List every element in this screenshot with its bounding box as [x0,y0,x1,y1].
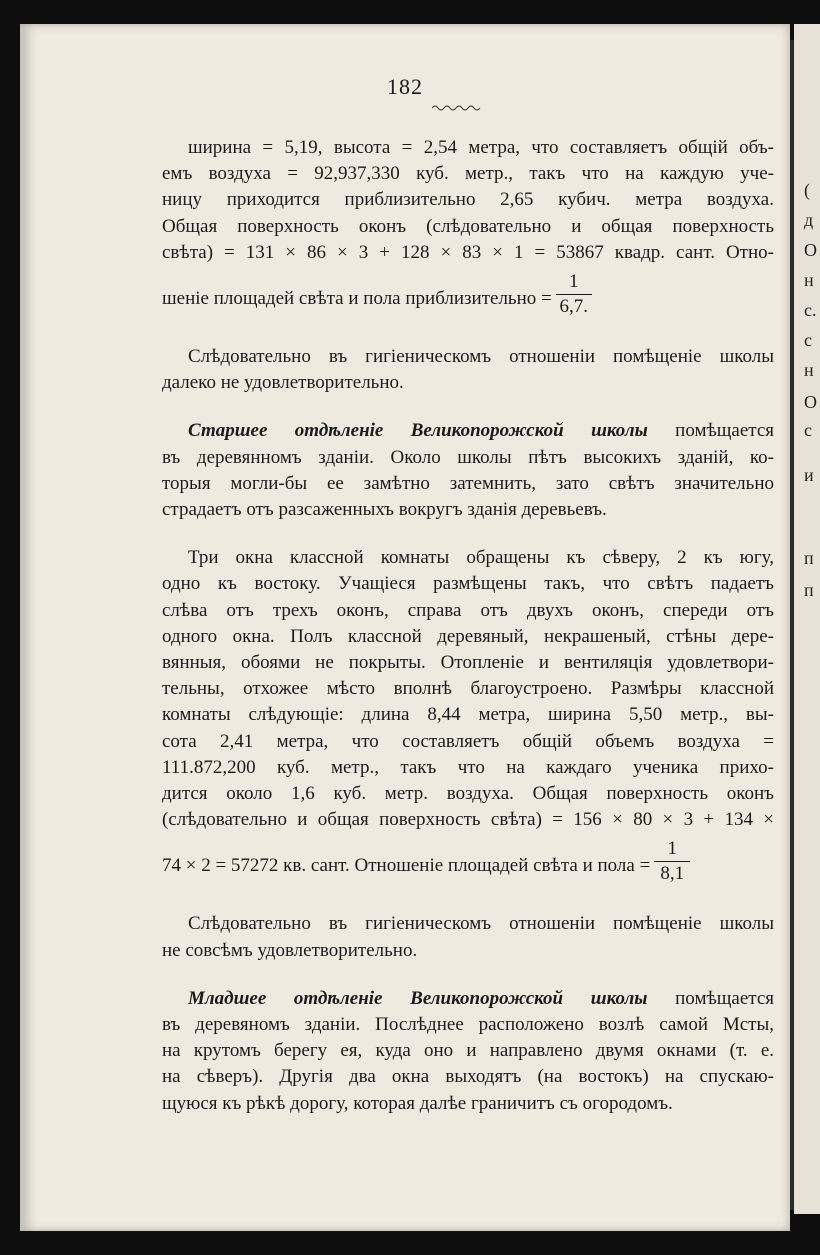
text-line [188,986,774,1012]
book-page [20,24,790,1231]
adjacent-page-letter: н [804,270,814,290]
text-line: Общая поверхность оконъ (слѣдовательно и общая поверхность [162,215,774,237]
text-line: одного окна. Полъ классной деревяный, некрашеный, стѣны дере- [162,625,774,647]
fraction-denominator: 8,1 [660,863,685,885]
fraction-numerator: 1 [568,271,579,292]
text-line: сота 2,41 метра, что составляетъ общій объемъ воздуха = [162,730,774,752]
text-line-rest: помѣщается [647,420,774,442]
text-line: ширина = 5,19, высота = 2,54 метра, что составляетъ общій объ- [188,137,774,158]
text-line: дится около 1,6 куб. метр. воздуха. Общая поверхность оконъ [162,783,774,804]
adjacent-page-letter: с. [804,300,817,320]
fraction-numerator: 1 [667,838,678,860]
adjacent-page-letter: О [804,392,817,412]
text-line: 111.872,200 куб. метр., такъ что на каждаго ученика прихо- [162,756,774,778]
text-line: Слѣдовательно въ гигіеническомъ отношеніи помѣщеніе школы [188,913,774,935]
text-line: на крутомъ берегу ея, куда оно и направлено двумя окнами (т. е. [162,1040,774,1062]
adjacent-page-letter: ( [804,180,810,200]
adjacent-page-letter: О [804,240,817,260]
fraction [654,837,690,886]
text-line: торыя могли-бы ее замѣтно затемнить, зато свѣтъ значительно [162,472,774,494]
text-line: одно къ востоку. Учащіеся размѣщены такъ, что свѣтъ падаетъ [162,573,774,595]
adjacent-page-letter: с [804,420,812,440]
text-line: тельны, отхожее мѣсто вполнѣ благоустроено. Размѣры классной [162,678,774,700]
text-line: щуюся къ рѣкѣ дорогу, которая далѣе граничитъ съ огородомъ. [162,1092,673,1114]
fraction-denominator: 6,7. [559,296,588,317]
adjacent-page-margin [794,24,820,1214]
text-line-with-fraction: шеніе площадей свѣта и пола приблизительно = [162,288,552,309]
text-line: страдаетъ отъ разсаженныхъ вокругъ зданія деревьевъ. [162,499,607,520]
text-line [188,418,774,444]
text-line: вянныя, обоями не покрыты. Отопленіе и вентиляція удовлетвори- [162,652,774,673]
text-line: не совсѣмъ удовлетворительно. [162,939,418,961]
text-line: на сѣверъ). Другія два окна выходятъ (на востокъ) на спускаю- [162,1066,774,1088]
adjacent-page-letter: п [804,580,814,600]
text-line: емъ воздуха = 92,937,330 куб. метр., такъ что на каждую уче- [162,163,774,185]
adjacent-page-letter: д [804,210,814,230]
text-line: въ деревяномъ зданіи. Послѣднее расположено возлѣ самой Мсты, [162,1014,774,1035]
text-line: далеко не удовлетворительно. [162,372,404,394]
italic-heading: Младшее отдѣленіе Великопорожской школы [188,987,648,1009]
text-line: Слѣдовательно въ гигіеническомъ отношеніи помѣщеніе школы [188,346,774,367]
fraction [556,270,592,319]
page-number: 182 [387,74,423,99]
italic-heading: Старшее отдѣленіе Великопорожской школы [188,420,648,442]
text-line-rest: помѣщается [647,987,774,1009]
text-line: слѣва отъ трехъ оконъ, справа отъ двухъ оконъ, спереди отъ [162,599,774,621]
adjacent-page-letter: н [804,360,814,380]
page-number-ornament [432,104,482,112]
text-line: (слѣдовательно и общая поверхность свѣта) = 156 × 80 × 3 + 134 × [162,809,774,831]
text-line-with-fraction: 74 × 2 = 57272 кв. сант. Отношеніе площадей свѣта и пола = [162,855,651,877]
text-line: Три окна классной комнаты обращены къ сѣверу, 2 къ югу, [188,547,774,569]
text-line: комнаты слѣдующіе: длина 8,44 метра, ширина 5,50 метр., вы- [162,704,774,726]
adjacent-page-letter: п [804,548,814,568]
adjacent-page-letter: с [804,330,812,350]
text-line: свѣта) = 131 × 86 × 3 + 128 × 83 × 1 = 53867 квадр. сант. Отно- [162,241,774,263]
text-line: въ деревянномъ зданіи. Около школы пѣтъ высокихъ зданій, ко- [162,446,774,468]
text-line: ницу приходится приблизительно 2,65 кубич. метра воздуха. [162,189,774,211]
adjacent-page-letter: и [804,465,814,485]
